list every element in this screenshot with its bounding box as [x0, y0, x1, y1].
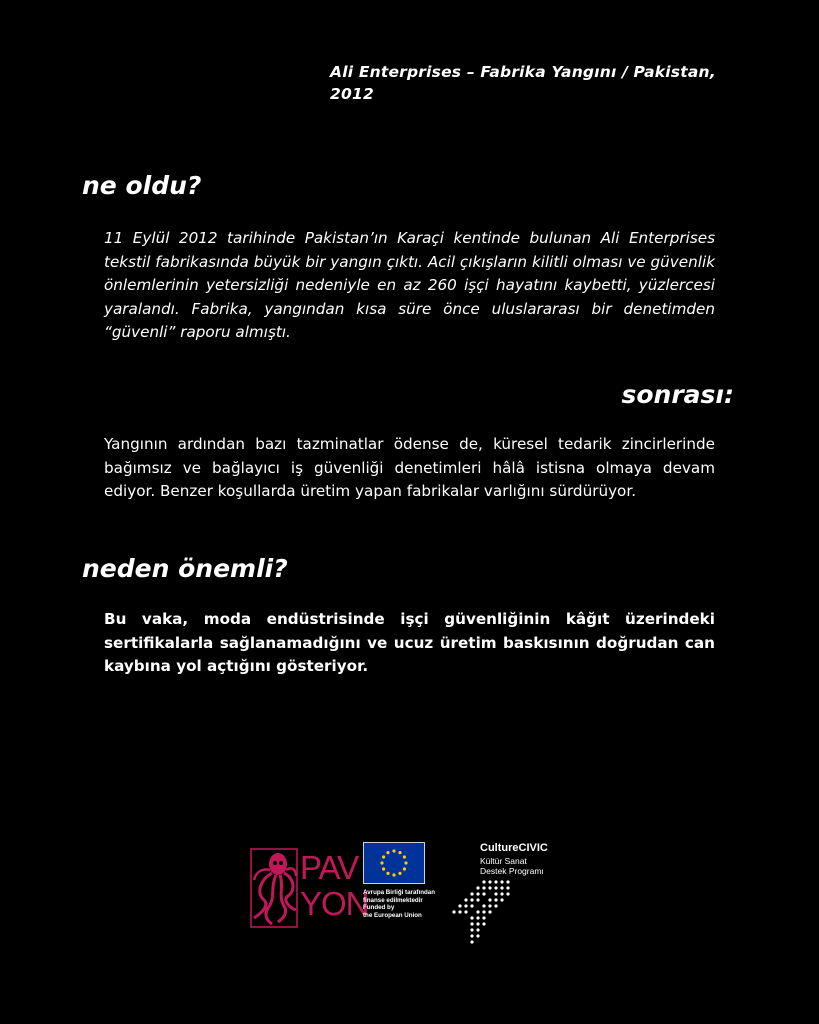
pavyon-wordmark — [300, 849, 369, 922]
pavyon-line1: PAV — [300, 849, 359, 886]
pavyon-line2: YON — [300, 885, 369, 922]
eu-line4: the European Union — [363, 911, 422, 919]
sponsor-logos — [250, 840, 580, 950]
eu-line2: finanse edilmektedir — [363, 896, 423, 904]
eu-line3: Funded by — [363, 904, 395, 911]
eu-funding-text — [363, 889, 453, 919]
eu-logo — [363, 842, 453, 919]
culturecivic-logo — [450, 840, 580, 950]
what-happened-text: 11 Eylül 2012 tarihinde Pakistan’ın Karaçi kentinde bulunan Ali Enterprises tekstil fabrikasında büyük bir yangın çıktı. Acil çıkışların kilitli olması ve güvenlik önlemlerinin yetersizliği nedeniyle en az 260 işçi hayatını kaybetti, yüzlercesi yaralandı. Fabrika, yangından kısa süre önce uluslararası bir denetimden “güvenli” raporu almıştı. — [104, 229, 715, 341]
culturecivic-subtitle — [480, 856, 544, 876]
case-title: Ali Enterprises – Fabrika Yangını / Pakistan, 2012 — [330, 63, 716, 103]
aftermath-heading: sonrası: — [621, 380, 734, 409]
eu-flag-icon — [363, 842, 425, 884]
pavyon-logo — [250, 848, 369, 928]
octopus-icon — [250, 848, 298, 928]
culturecivic-title: CultureCIVIC — [480, 842, 548, 854]
culturecivic-line1: Kültür Sanat — [480, 856, 527, 866]
why-important-text: Bu vaka, moda endüstrisinde işçi güvenliğinin kâğıt üzerindeki sertifikalarla sağlanamadığını ve ucuz üretim baskısının doğrudan can kaybına yol açtığını gösteriyor. — [104, 610, 715, 675]
what-happened-heading: ne oldu? — [82, 171, 202, 200]
aftermath-text: Yangının ardından bazı tazminatlar ödense de, küresel tedarik zincirlerinde bağımsız ve bağlayıcı iş güvenliği denetimleri hâlâ istisna olmaya devam ediyor. Benzer koşullarda üretim yapan fabrikalar varlığını sürdürüyor. — [104, 435, 715, 500]
why-important-heading: neden önemli? — [82, 554, 288, 583]
eu-line1: Avrupa Birliği tarafından — [363, 889, 435, 896]
culturecivic-line2: Destek Programı — [480, 866, 544, 876]
dotted-arrow-icon — [450, 878, 520, 948]
